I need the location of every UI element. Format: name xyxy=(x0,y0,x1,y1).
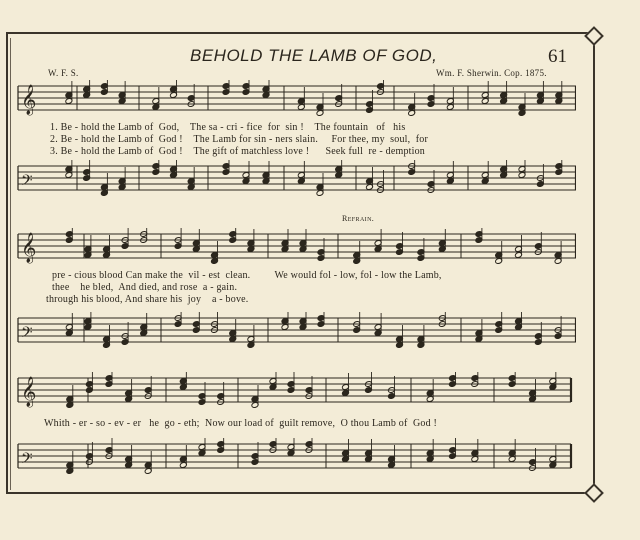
clef-sign: 𝄞 xyxy=(21,377,37,407)
clef-sign: 𝄞 xyxy=(21,85,37,115)
page-number: 61 xyxy=(548,46,567,67)
clef-sign: 𝄢 xyxy=(21,450,33,471)
bass-staff-1 xyxy=(16,160,576,200)
verse-1-line-1: 1. Be - hold the Lamb of God, The sa - cri - fice for sin ! The fountain of his xyxy=(50,122,406,133)
clef-sign: 𝄢 xyxy=(21,172,33,193)
verse-1-line-2: pre - cious blood Can make the vil - est clean. We would fol - low, fol - low the Lamb, xyxy=(52,270,442,281)
treble-staff-1 xyxy=(16,80,576,120)
music-credit: Wm. F. Sherwin. Cop. 1875. xyxy=(436,68,547,78)
treble-staff-3 xyxy=(16,372,576,412)
bass-staff-2 xyxy=(16,312,576,352)
verse-2-line-2: thee he bled, And died, and rose a - gain. xyxy=(52,282,238,293)
refrain-label: Refrain. xyxy=(342,214,375,223)
verse-3-line-1: 3. Be - hold the Lamb of God ! The gift of matchless love ! Seek full re - demption xyxy=(50,146,426,157)
hymn-title: BEHOLD THE LAMB OF GOD, xyxy=(190,46,438,65)
clef-sign: 𝄢 xyxy=(21,324,33,345)
bass-staff-3 xyxy=(16,438,576,478)
verse-line-3: Whith - er - so - ev - er he go - eth; Now our load of guilt remove, O thou Lamb of God ! xyxy=(44,418,437,429)
verse-2-line-1: 2. Be - hold the Lamb of God ! The Lamb for sin - ners slain. For thee, my soul, for xyxy=(50,134,428,145)
words-credit: W. F. S. xyxy=(48,68,79,78)
clef-sign: 𝄞 xyxy=(21,233,37,263)
verse-3-line-2: through his blood, And share his joy a - bove. xyxy=(46,294,249,305)
treble-staff-2 xyxy=(16,228,576,268)
